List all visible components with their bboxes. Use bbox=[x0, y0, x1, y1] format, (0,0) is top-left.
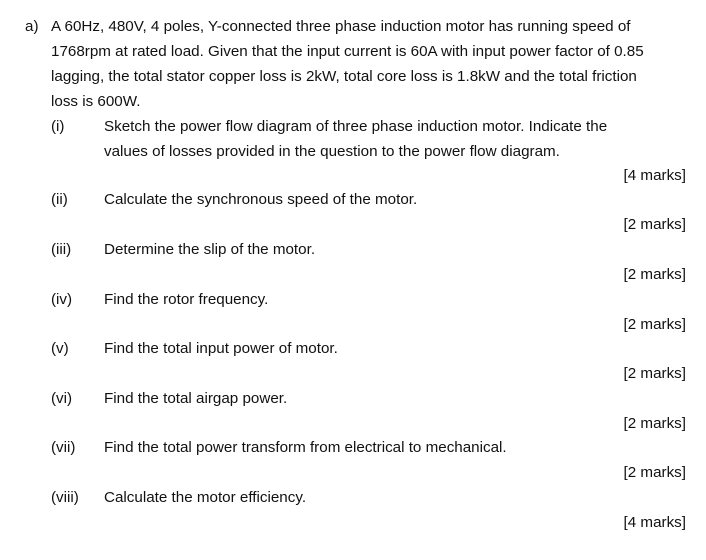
part-i-number: (i) bbox=[51, 118, 65, 135]
part-iv-marks: [2 marks] bbox=[623, 316, 686, 333]
stem-line-4: loss is 600W. bbox=[51, 93, 141, 110]
part-ii-text: Calculate the synchronous speed of the motor. bbox=[104, 191, 418, 208]
part-iv-text: Find the rotor frequency. bbox=[104, 291, 269, 308]
stem-line-2: 1768rpm at rated load. Given that the input current is 60A with input power factor of 0.85 bbox=[51, 43, 644, 60]
part-viii-marks: [4 marks] bbox=[623, 514, 686, 531]
part-i-text-line-1: Sketch the power flow diagram of three phase induction motor. Indicate the bbox=[104, 118, 608, 135]
part-viii-number: (viii) bbox=[51, 489, 79, 506]
part-vi-text: Find the total airgap power. bbox=[104, 390, 288, 407]
stem-line-3: lagging, the total stator copper loss is 2kW, total core loss is 1.8kW and the total friction bbox=[51, 68, 637, 85]
part-vii-marks: [2 marks] bbox=[623, 464, 686, 481]
part-iii-marks: [2 marks] bbox=[623, 266, 686, 283]
part-vii-text: Find the total power transform from electrical to mechanical. bbox=[104, 439, 507, 456]
part-vi-marks: [2 marks] bbox=[623, 415, 686, 432]
part-v-number: (v) bbox=[51, 340, 69, 357]
part-v-text: Find the total input power of motor. bbox=[104, 340, 338, 357]
part-i-text-line-2: values of losses provided in the question to the power flow diagram. bbox=[104, 143, 560, 160]
part-i-marks: [4 marks] bbox=[623, 167, 686, 184]
question-label: a) bbox=[25, 18, 39, 35]
part-ii-marks: [2 marks] bbox=[623, 216, 686, 233]
part-iii-number: (iii) bbox=[51, 241, 72, 258]
part-ii-number: (ii) bbox=[51, 191, 68, 208]
part-vii-number: (vii) bbox=[51, 439, 76, 456]
part-iv-number: (iv) bbox=[51, 291, 73, 308]
part-v-marks: [2 marks] bbox=[623, 365, 686, 382]
part-vi-number: (vi) bbox=[51, 390, 73, 407]
stem-line-1: A 60Hz, 480V, 4 poles, Y-connected three phase induction motor has running speed of bbox=[51, 18, 631, 35]
part-viii-text: Calculate the motor efficiency. bbox=[104, 489, 307, 506]
part-iii-text: Determine the slip of the motor. bbox=[104, 241, 316, 258]
